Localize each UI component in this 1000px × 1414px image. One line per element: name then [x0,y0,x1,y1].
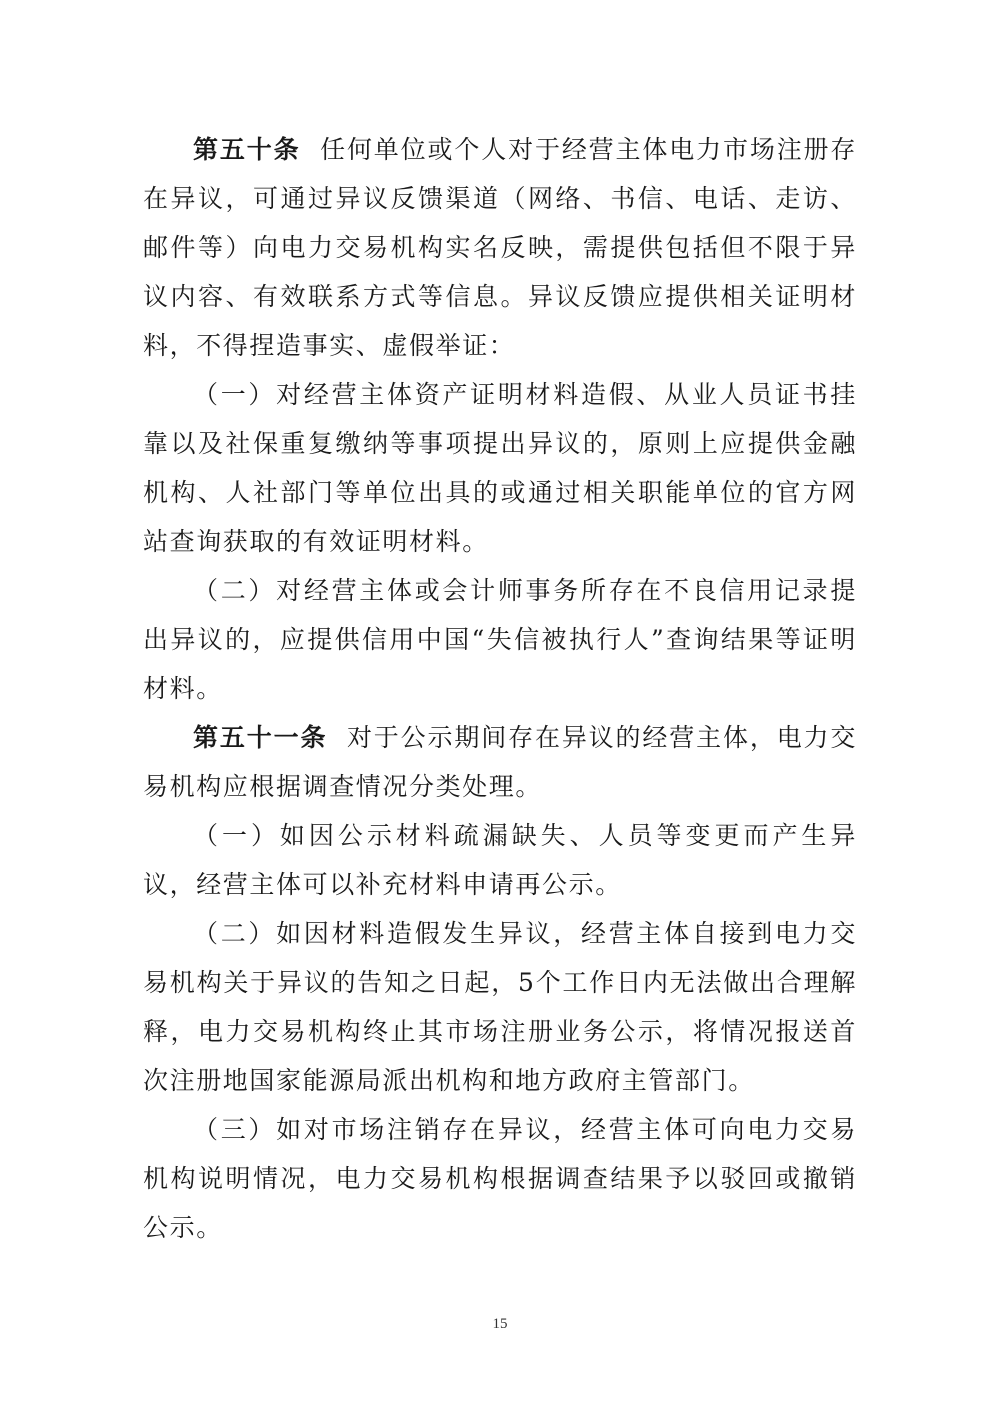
article-51-item-3: （三）如对市场注销存在异议，经营主体可向电力交易机构说明情况，电力交易机构根据调查结果予以驳回或撤销公示。 [143,1115,857,1242]
article-51-title: 第五十一条 [193,723,328,752]
article-51-paragraph [143,713,857,811]
article-51-item-1: （一）如因公示材料疏漏缺失、人员等变更而产生异议，经营主体可以补充材料申请再公示。 [143,821,857,899]
page-number: 15 [492,1316,508,1332]
article-50-item-1: （一）对经营主体资产证明材料造假、从业人员证书挂靠以及社保重复缴纳等事项提出异议的，原则上应提供金融机构、人社部门等单位出具的或通过相关职能单位的官方网站查询获取的有效证明材料。 [143,380,857,556]
article-50-paragraph [143,125,857,370]
article-51-item-2: （二）如因材料造假发生异议，经营主体自接到电力交易机构关于异议的告知之日起，5个工作日内无法做出合理解释，电力交易机构终止其市场注册业务公示，将情况报送首次注册地国家能源局派出机构和地方政府主管部门。 [143,919,857,1095]
article-50-title: 第五十条 [193,135,301,164]
article-51-body: 对于公示期间存在异议的经营主体，电力交易机构应根据调查情况分类处理。 [143,723,858,801]
article-50-body: 任何单位或个人对于经营主体电力市场注册存在异议，可通过异议反馈渠道（网络、书信、电话、走访、邮件等）向电力交易机构实名反映，需提供包括但不限于异议内容、有效联系方式等信息。异议反馈应提供相关证明材料，不得捏造事实、虚假举证： [143,135,858,360]
document-page [143,125,857,1252]
article-50-item-2: （二）对经营主体或会计师事务所存在不良信用记录提出异议的，应提供信用中国“失信被执行人”查询结果等证明材料。 [143,576,857,703]
